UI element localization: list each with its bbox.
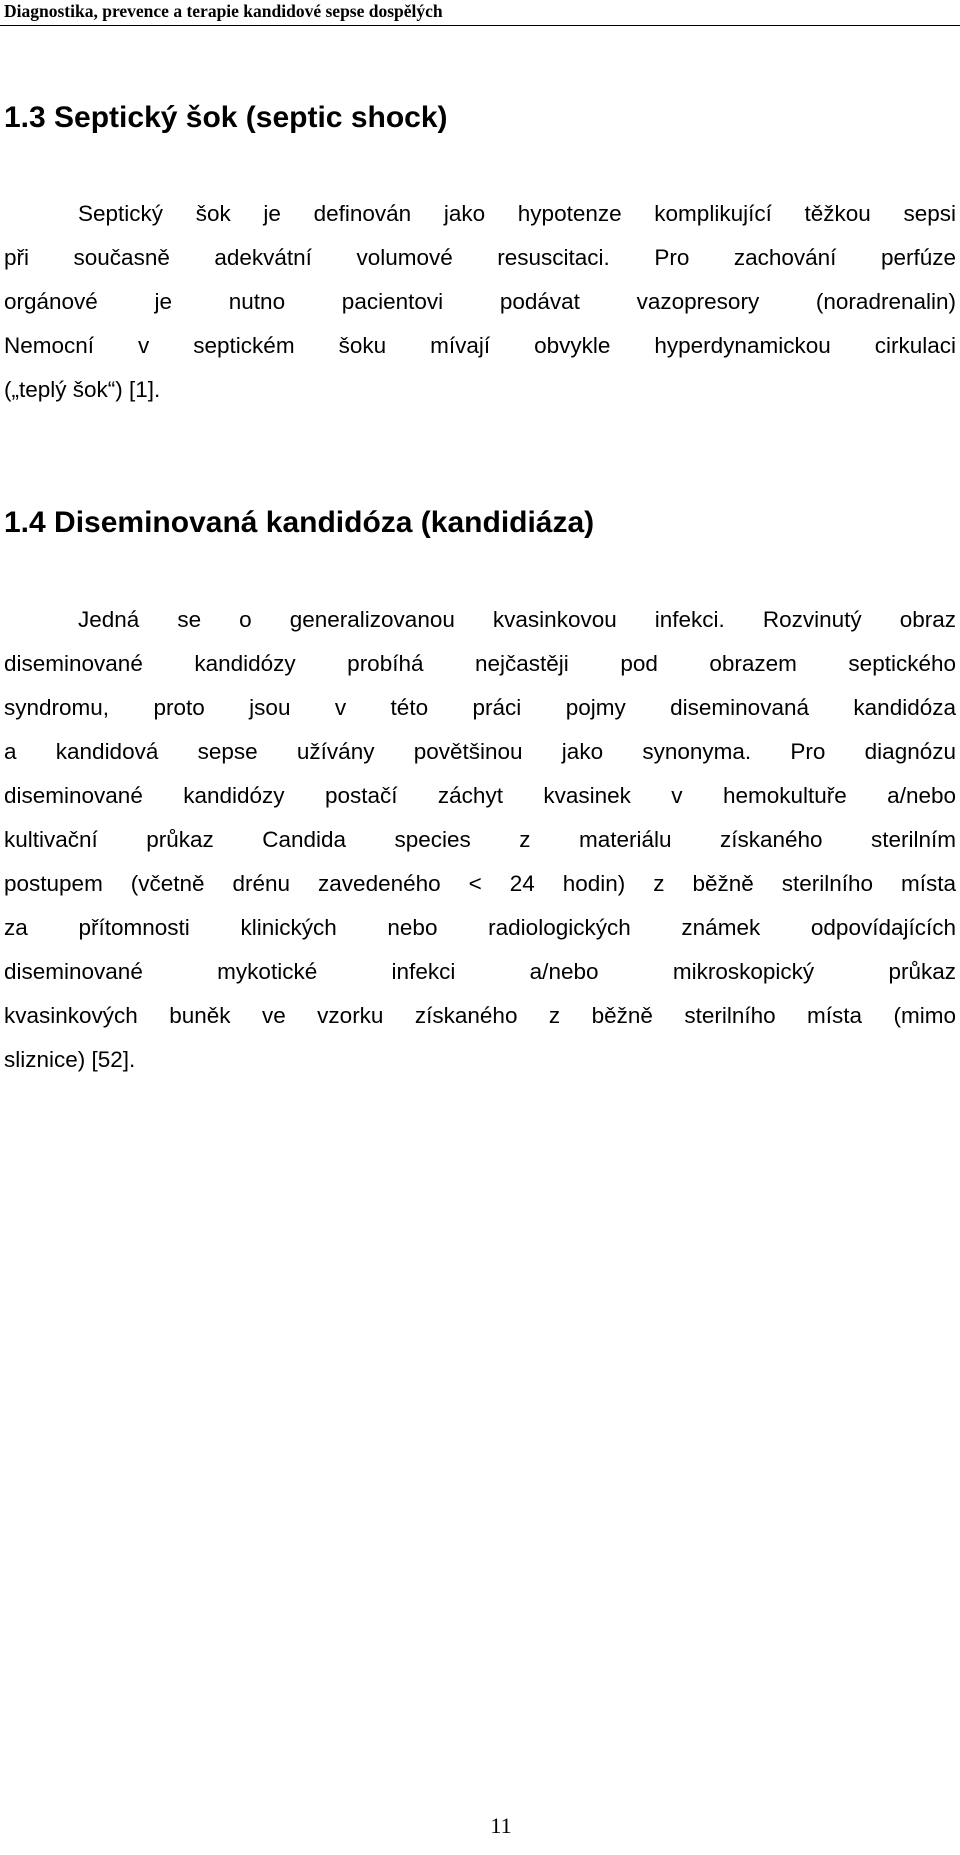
- header-rule: [0, 25, 960, 26]
- text-line: sliznice) [52].: [4, 1047, 136, 1072]
- paragraph-septic-shock: [4, 192, 956, 412]
- text-line: diseminované kandidózy postačí záchyt kvasinek v hemokultuře a/nebo: [4, 783, 956, 808]
- text-line: kvasinkových buněk ve vzorku získaného z běžně sterilního místa (mimo: [4, 1003, 956, 1028]
- text-line: kultivační průkaz Candida species z materiálu získaného sterilním: [4, 827, 956, 852]
- text-line: orgánové je nutno pacientovi podávat vazopresory (noradrenalin): [4, 289, 956, 314]
- text-line: syndromu, proto jsou v této práci pojmy diseminovaná kandidóza: [4, 695, 956, 720]
- text-line: a kandidová sepse užívány povětšinou jako synonyma. Pro diagnózu: [4, 739, 956, 764]
- text-line: Nemocní v septickém šoku mívají obvykle hyperdynamickou cirkulaci: [4, 333, 956, 358]
- section-heading-septic-shock: 1.3 Septický šok (septic shock): [4, 101, 448, 134]
- text-line: diseminované kandidózy probíhá nejčastěji pod obrazem septického: [4, 651, 956, 676]
- text-line: postupem (včetně drénu zavedeného < 24 hodin) z běžně sterilního místa: [4, 871, 956, 896]
- running-header: Diagnostika, prevence a terapie kandidové sepse dospělých: [4, 1, 443, 21]
- text-line: za přítomnosti klinických nebo radiologických známek odpovídajících: [4, 915, 956, 940]
- text-line: Septický šok je definován jako hypotenze komplikující těžkou sepsi: [78, 201, 956, 226]
- section-heading-disseminated-candidiasis: 1.4 Diseminovaná kandidóza (kandidiáza): [4, 506, 595, 539]
- text-line: Jedná se o generalizovanou kvasinkovou infekci. Rozvinutý obraz: [78, 607, 956, 632]
- text-line: („teplý šok“) [1].: [4, 377, 161, 402]
- text-line: při současně adekvátní volumové resuscitaci. Pro zachování perfúze: [4, 245, 956, 270]
- page-number: 11: [490, 1813, 512, 1838]
- text-line: diseminované mykotické infekci a/nebo mikroskopický průkaz: [4, 959, 956, 984]
- paragraph-disseminated-candidiasis: [4, 598, 956, 1082]
